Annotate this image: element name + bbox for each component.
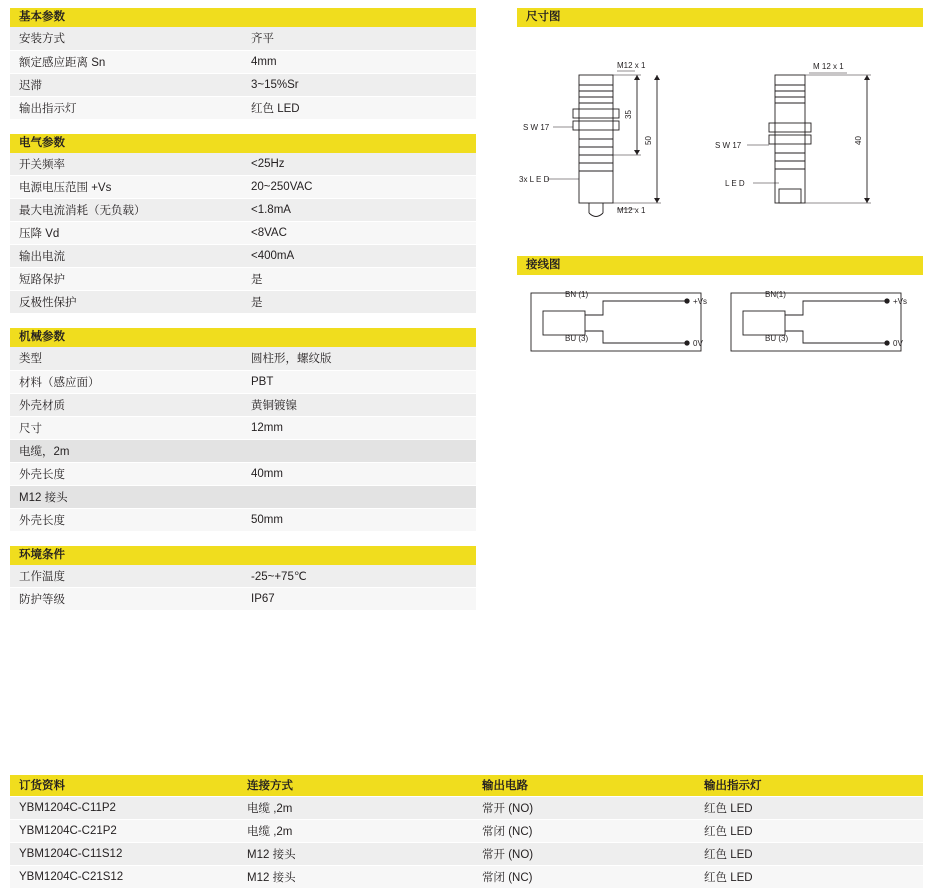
- spec-value: PBT: [242, 370, 476, 393]
- dimension-drawing: [517, 27, 923, 252]
- table-row: [10, 96, 476, 119]
- spec-value: 红色 LED: [242, 96, 476, 119]
- spec-value: 4mm: [242, 50, 476, 73]
- dim-label-35: 35: [624, 110, 633, 119]
- wire-label-bn-right: BN(1): [765, 290, 786, 299]
- spec-key: 类型: [10, 347, 242, 370]
- dim-label-thread-top-left: M12 x 1: [617, 61, 646, 70]
- section-divider: [10, 532, 476, 546]
- spec-key: 工作温度: [10, 565, 242, 588]
- table-row: [10, 347, 476, 370]
- spec-key: 尺寸: [10, 416, 242, 439]
- spec-key: 反极性保护: [10, 291, 242, 314]
- spec-value: 40mm: [242, 462, 476, 485]
- section-header-basic: 基本参数: [10, 8, 476, 27]
- table-row: [10, 393, 476, 416]
- spec-value: <25Hz: [242, 153, 476, 176]
- spec-key: 迟滞: [10, 73, 242, 96]
- order-cell-indicator: 红色 LED: [695, 796, 923, 819]
- order-cell-connection: 电缆 ,2m: [238, 819, 473, 842]
- order-table: [10, 775, 923, 889]
- spec-value: -25~+75℃: [242, 565, 476, 588]
- table-row: [10, 796, 923, 819]
- wiring-drawing: [517, 275, 923, 375]
- spec-value: 圆柱形，螺纹版: [242, 347, 476, 370]
- order-cell-output: 常闭 (NC): [473, 819, 695, 842]
- table-row: [10, 565, 476, 588]
- wire-label-0v-right: 0V: [893, 339, 903, 348]
- order-cell-indicator: 红色 LED: [695, 842, 923, 865]
- wiring-svg: [517, 275, 923, 375]
- spec-key: 输出电流: [10, 245, 242, 268]
- table-row: [10, 819, 923, 842]
- spec-value: <400mA: [242, 245, 476, 268]
- spec-key: 电源电压范围 +Vs: [10, 176, 242, 199]
- table-row: [10, 50, 476, 73]
- spec-key: 电缆，2m: [10, 439, 476, 462]
- table-row: [10, 245, 476, 268]
- spec-value: 是: [242, 268, 476, 291]
- spec-value: 是: [242, 291, 476, 314]
- spec-key: 防护等级: [10, 588, 242, 611]
- dim-label-wrench-left: S W 17: [523, 123, 550, 132]
- dim-label-thread-top-right: M 12 x 1: [813, 62, 844, 71]
- spec-key: 外壳长度: [10, 508, 242, 531]
- spec-value: 50mm: [242, 508, 476, 531]
- order-cell-connection: M12 接头: [238, 865, 473, 888]
- table-row: [10, 416, 476, 439]
- spec-key: 压降 Vd: [10, 222, 242, 245]
- order-cell-model: YBM1204C-C21S12: [10, 865, 238, 888]
- wire-label-0v-left: 0V: [693, 339, 703, 348]
- dim-label-50: 50: [644, 136, 653, 145]
- spec-value: IP67: [242, 588, 476, 611]
- table-row: [10, 370, 476, 393]
- spec-key: 外壳材质: [10, 393, 242, 416]
- order-table-header-row: [10, 775, 923, 796]
- spec-key: 外壳长度: [10, 462, 242, 485]
- order-cell-output: 常开 (NO): [473, 796, 695, 819]
- section-header-environment: 环境条件: [10, 546, 476, 565]
- order-cell-indicator: 红色 LED: [695, 819, 923, 842]
- section-divider: [10, 314, 476, 328]
- order-header-connection: 连接方式: [238, 775, 473, 796]
- order-cell-indicator: 红色 LED: [695, 865, 923, 888]
- spec-table-environment: [10, 565, 476, 612]
- dim-label-40: 40: [854, 136, 863, 145]
- table-row: [10, 222, 476, 245]
- order-cell-output: 常开 (NO): [473, 842, 695, 865]
- spec-key: M12 接头: [10, 485, 476, 508]
- wire-label-bu-left: BU (3): [565, 334, 589, 343]
- specifications-column: [10, 8, 476, 611]
- spec-key: 输出指示灯: [10, 96, 242, 119]
- order-cell-model: YBM1204C-C21P2: [10, 819, 238, 842]
- table-row: [10, 199, 476, 222]
- section-header-electrical: 电气参数: [10, 134, 476, 153]
- table-row: [10, 268, 476, 291]
- table-row-subheader: [10, 485, 476, 508]
- spec-table-basic: [10, 27, 476, 120]
- spec-value: 3~15%Sr: [242, 73, 476, 96]
- dim-label-thread-bottom-left: M12 x 1: [617, 206, 646, 215]
- dim-label-led-right: L E D: [725, 179, 745, 188]
- order-cell-model: YBM1204C-C11S12: [10, 842, 238, 865]
- order-cell-output: 常闭 (NC): [473, 865, 695, 888]
- spec-table-mechanical: [10, 347, 476, 532]
- spec-key: 额定感应距离 Sn: [10, 50, 242, 73]
- section-header-dimensions: 尺寸图: [517, 8, 923, 27]
- spec-value: 齐平: [242, 27, 476, 50]
- spec-key: 材料（感应面）: [10, 370, 242, 393]
- order-cell-model: YBM1204C-C11P2: [10, 796, 238, 819]
- spec-value: 黄铜镀镍: [242, 393, 476, 416]
- table-row: [10, 842, 923, 865]
- order-information-section: [10, 775, 923, 889]
- table-row: [10, 27, 476, 50]
- order-header-model: 订货资料: [10, 775, 238, 796]
- spec-value: <1.8mA: [242, 199, 476, 222]
- spec-key: 开关频率: [10, 153, 242, 176]
- dim-label-wrench-right: S W 17: [715, 141, 742, 150]
- table-row: [10, 462, 476, 485]
- dim-label-led-left: 3x L E D: [519, 175, 550, 184]
- order-cell-connection: M12 接头: [238, 842, 473, 865]
- order-header-indicator: 输出指示灯: [695, 775, 923, 796]
- dimension-svg: [517, 27, 923, 252]
- table-row: [10, 176, 476, 199]
- table-row: [10, 153, 476, 176]
- table-row-subheader: [10, 439, 476, 462]
- table-row: [10, 73, 476, 96]
- wire-label-bu-right: BU (3): [765, 334, 789, 343]
- table-row: [10, 588, 476, 611]
- spec-key: 安装方式: [10, 27, 242, 50]
- table-row: [10, 508, 476, 531]
- wire-label-bn-left: BN (1): [565, 290, 589, 299]
- section-divider: [10, 120, 476, 134]
- spec-value: <8VAC: [242, 222, 476, 245]
- table-row: [10, 865, 923, 888]
- spec-key: 短路保护: [10, 268, 242, 291]
- spec-table-electrical: [10, 153, 476, 315]
- section-header-mechanical: 机械参数: [10, 328, 476, 347]
- spec-value: 12mm: [242, 416, 476, 439]
- table-row: [10, 291, 476, 314]
- section-header-wiring: 接线图: [517, 256, 923, 275]
- order-header-output: 输出电路: [473, 775, 695, 796]
- wire-label-vs-left: +Vs: [693, 297, 708, 306]
- spec-key: 最大电流消耗（无负载）: [10, 199, 242, 222]
- order-cell-connection: 电缆 ,2m: [238, 796, 473, 819]
- diagrams-column: [517, 8, 923, 375]
- spec-value: 20~250VAC: [242, 176, 476, 199]
- wire-label-vs-right: +Vs: [893, 297, 908, 306]
